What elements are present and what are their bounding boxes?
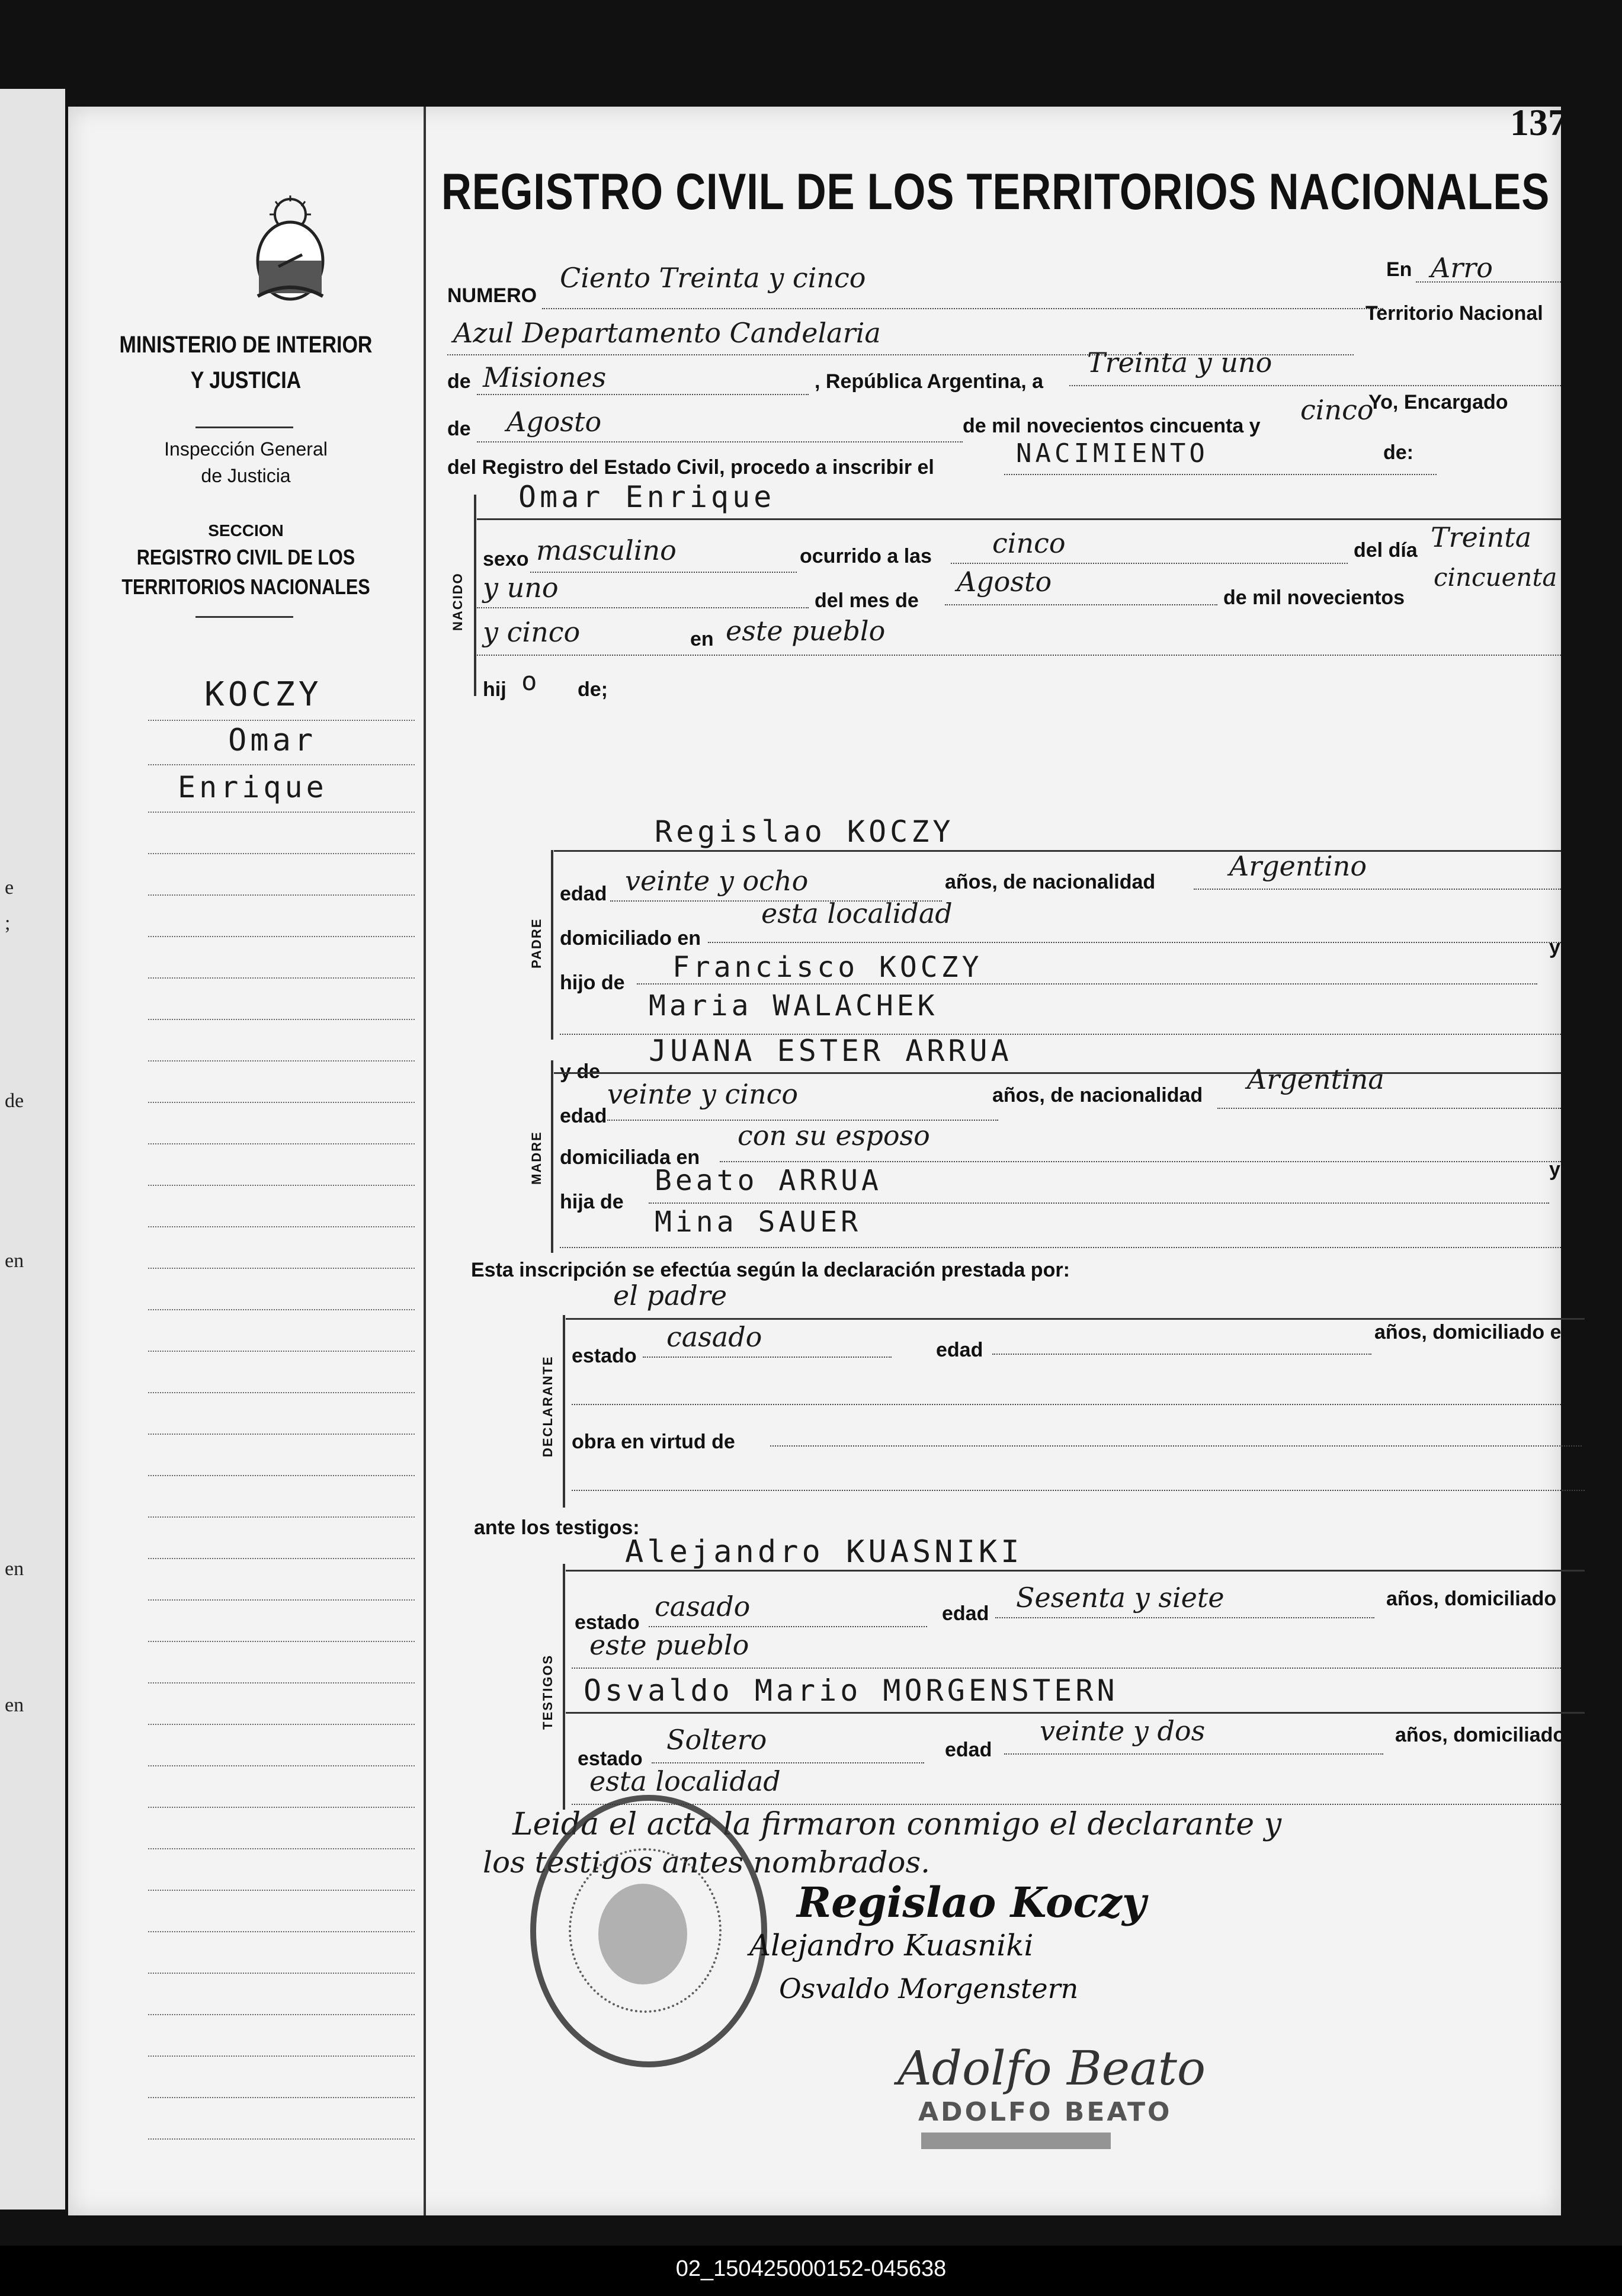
fill-line [572, 1668, 1561, 1669]
madre-hija-label: hija de [560, 1191, 624, 1213]
testigo2-domic: esta localidad [589, 1765, 781, 1797]
ruled-line [148, 1931, 415, 1932]
section-line3: TERRITORIOS NACIONALES [121, 575, 370, 599]
ruled-line [148, 1516, 415, 1518]
declarante-anios-label: años, domiciliado en [1374, 1321, 1574, 1343]
coat-of-arms-icon [246, 195, 335, 302]
footer-bar [0, 2246, 1622, 2296]
fill-line [572, 1804, 1561, 1805]
mes-label: del mes de [815, 589, 919, 612]
inspection-line1: Inspección General [164, 438, 328, 460]
divider [195, 427, 293, 428]
fill-line [530, 572, 797, 573]
left-fragment: de [5, 1090, 24, 1112]
yo-encargado-label: Yo, Encargado [1368, 391, 1508, 413]
obra-label: obra en virtud de [572, 1431, 735, 1453]
fill-line [951, 563, 1348, 564]
left-fragment: e [5, 877, 14, 899]
ruled-line [148, 764, 415, 765]
testigo2-estado: Soltero [666, 1724, 767, 1756]
padre-edad-label: edad [560, 883, 607, 905]
fill-line [720, 1161, 1561, 1162]
nacido-dia-value2: y uno [483, 572, 559, 604]
left-fragment: en [5, 1694, 24, 1716]
left-fragment: ; [5, 912, 11, 934]
fill-line [649, 1202, 1549, 1204]
ruled-line [148, 1641, 415, 1642]
ruled-line [148, 1890, 415, 1891]
page-number: 137 [1510, 101, 1567, 143]
footer-id: 02_150425000152-045638 [675, 2256, 947, 2281]
declarante-quien: el padre [613, 1280, 727, 1311]
ruled-line [148, 1973, 415, 1974]
ministry-line2: Y JUSTICIA [190, 367, 302, 393]
padre-hijo-value: Francisco KOCZY [672, 951, 983, 984]
fill-line [1194, 889, 1561, 890]
madre-edad-value: veinte y cinco [607, 1078, 799, 1110]
fill-line [945, 604, 1217, 605]
ruled-line [148, 2056, 415, 2057]
madre-hija-value: Beato ARRUA [655, 1164, 882, 1197]
margin-name2: Enrique [178, 770, 328, 804]
ruled-line [148, 2014, 415, 2015]
madre-madre-value: Mina SAUER [655, 1205, 861, 1239]
margin-surname: KOCZY [204, 675, 322, 714]
ruled-line [148, 1309, 415, 1310]
ruled-line [148, 1143, 415, 1144]
encargado-stamp: ADOLFO BEATO [918, 2097, 1172, 2127]
testigos-label: TESTIGOS [540, 1654, 555, 1730]
closing-line2: los testigos antes nombrados. [483, 1845, 931, 1880]
padre-domic-value: esta localidad [761, 897, 953, 929]
ruled-line [148, 1268, 415, 1269]
fill-line [560, 1247, 1561, 1248]
ruled-line [148, 1434, 415, 1435]
signature-encargado: Adolfo Beato [897, 2041, 1206, 2096]
ruled-line [148, 1599, 415, 1601]
testigo1-anios-label: años, domiciliado en [1386, 1588, 1586, 1610]
sexo-value: masculino [536, 534, 677, 566]
madre-edad-label: edad [560, 1105, 607, 1127]
ruled-line [148, 1682, 415, 1683]
section-line2: REGISTRO CIVIL DE LOS [136, 545, 355, 569]
declarante-estado-label: estado [572, 1345, 637, 1367]
ministry-line1: MINISTERIO DE INTERIOR [119, 332, 373, 358]
padre-edad-value: veinte y ocho [625, 865, 809, 897]
fill-line [572, 1490, 1585, 1491]
hora-value: cinco [992, 527, 1066, 559]
nacido-label: NACIDO [450, 572, 465, 631]
padre-y-de-label: y de [1549, 936, 1590, 958]
ocurrido-label: ocurrido a las [800, 545, 932, 567]
closing-line1: Leida el acta la firmaron conmigo el declarante y [512, 1807, 1282, 1842]
madre-domic-label: domiciliada en [560, 1146, 700, 1169]
fill-line [1004, 474, 1437, 475]
registro-label: del Registro del Estado Civil, procedo a inscribir el [447, 456, 934, 479]
ruled-line [148, 936, 415, 937]
testigo2-estado-label: estado [578, 1747, 643, 1770]
fill-line [992, 1354, 1371, 1355]
ruled-line [148, 812, 415, 813]
nacido-dia-value: Treinta [1431, 521, 1532, 553]
inspection-line2: de Justicia [201, 465, 291, 486]
numero-value: Ciento Treinta y cinco [560, 262, 866, 294]
rule-line [566, 1318, 1585, 1320]
en-lugar-label: en [690, 628, 714, 650]
testigo1-edad: Sesenta y siete [1016, 1582, 1224, 1614]
ruled-line [148, 1765, 415, 1766]
de3-label: de: [1383, 441, 1413, 464]
ruled-line [148, 1558, 415, 1559]
sidebar [68, 107, 426, 2215]
declarante-edad-label: edad [936, 1339, 983, 1361]
declarante-bracket [563, 1315, 565, 1508]
fill-line [1069, 385, 1561, 386]
del-dia-label: del día [1354, 539, 1418, 562]
testigo2-nombre: Osvaldo Mario MORGENSTERN [584, 1673, 1118, 1708]
padre-semicolon: ; [1585, 983, 1592, 1006]
signature-testigo1: Alejandro Kuasniki [749, 1928, 1034, 1962]
fill-line [1004, 1753, 1383, 1755]
departamento-value: Azul Departamento Candelaria [453, 317, 881, 349]
mil-label: de mil novecientos [1223, 586, 1405, 609]
madre-y-de2-label: y de [1549, 1158, 1590, 1181]
ruled-line [148, 1185, 415, 1186]
stamp-smudge [921, 2133, 1111, 2149]
hij-value: o [521, 666, 541, 697]
signature-testigo2: Osvaldo Morgenstern [779, 1973, 1079, 2005]
testigo2-edad: veinte y dos [1040, 1715, 1206, 1747]
testigos-intro: ante los testigos: [474, 1516, 640, 1539]
nacido-nombre: Omar Enrique [518, 480, 775, 514]
left-fragment: en [5, 1250, 24, 1272]
official-seal [530, 1795, 767, 2067]
register-page [68, 101, 1595, 2215]
ruled-line [148, 2138, 415, 2140]
mes-value: Agosto [507, 406, 602, 438]
ruled-line [148, 1848, 415, 1849]
de-label: de [447, 370, 471, 393]
left-page-edge [0, 89, 65, 2210]
padre-domic-label: domiciliado en [560, 927, 701, 950]
testigo1-nombre: Alejandro KUASNIKI [625, 1534, 1023, 1570]
hij-de-label: de; [578, 678, 608, 701]
anio-value: cinco [1300, 394, 1374, 426]
nacido-anio-value2: y cinco [483, 616, 581, 648]
margin-name1: Omar [228, 723, 317, 758]
madre-nac-value: Argentina [1247, 1063, 1384, 1095]
madre-y-de-label: y de [560, 1060, 601, 1083]
territorio-label: Territorio Nacional [1365, 302, 1543, 325]
ruled-line [148, 1351, 415, 1352]
nacido-bracket [474, 495, 476, 696]
ruled-line [148, 1019, 415, 1020]
fill-line [572, 1404, 1561, 1405]
madre-bracket [551, 1060, 553, 1253]
ruled-line [148, 720, 415, 721]
testigo1-domic: este pueblo [589, 1629, 749, 1661]
fill-line [477, 655, 1561, 656]
testigos-bracket [563, 1564, 565, 1810]
ruled-line [148, 1060, 415, 1062]
rule-line [566, 1712, 1585, 1714]
rule-line [566, 1570, 1585, 1572]
padre-nombre: Regislao KOCZY [655, 814, 954, 849]
testigo2-anios-label: años, domiciliado en [1395, 1724, 1595, 1746]
page-title: REGISTRO CIVIL DE LOS TERRITORIOS NACIONALES [441, 163, 1550, 220]
padre-hijo-label: hijo de [560, 971, 625, 994]
section-label: SECCION [208, 521, 284, 540]
testigo2-edad-label: edad [945, 1739, 992, 1761]
declarante-label: DECLARANTE [540, 1355, 555, 1457]
dia-value: Treinta y uno [1087, 347, 1272, 379]
nacido-mes-value: Agosto [957, 566, 1052, 598]
testigo1-estado-label: estado [575, 1611, 640, 1634]
padre-madre-value: Maria WALACHEK [649, 989, 938, 1022]
ruled-line [148, 977, 415, 979]
fill-line [649, 1626, 927, 1627]
rule-line [554, 1072, 1561, 1074]
testigo1-estado: casado [655, 1590, 751, 1622]
fill-line [477, 441, 963, 442]
fill-line [477, 607, 809, 608]
rule-line [477, 518, 1561, 520]
ruled-line [148, 1102, 415, 1103]
acto-value: NACIMIENTO [1016, 438, 1209, 469]
ruled-line [148, 1226, 415, 1227]
madre-domic-value: con su esposo [738, 1120, 930, 1152]
madre-label: MADRE [529, 1131, 544, 1185]
lugar-value: este pueblo [726, 615, 886, 647]
padre-nac-label: años, de nacionalidad [945, 871, 1156, 893]
ruled-line [148, 1392, 415, 1393]
madre-nac-label: años, de nacionalidad [992, 1084, 1203, 1107]
left-fragment: en [5, 1558, 24, 1580]
anio-label: de mil novecientos cincuenta y [963, 415, 1261, 437]
ruled-line [148, 1475, 415, 1476]
divider [195, 616, 293, 618]
fill-line [542, 308, 1383, 309]
fill-line [477, 394, 809, 395]
padre-label: PADRE [529, 918, 544, 969]
ruled-line [148, 1807, 415, 1808]
rule-line [554, 850, 1561, 852]
en-value: Arro [1431, 252, 1493, 284]
fill-line [643, 1357, 892, 1358]
fill-line [708, 942, 1561, 943]
ruled-line [148, 2097, 415, 2098]
signature-padre: Regislao Koczy [797, 1878, 1146, 1927]
padre-nac-value: Argentino [1229, 850, 1367, 882]
fill-line [995, 1617, 1374, 1618]
ruled-line [148, 1724, 415, 1725]
numero-label: NUMERO [447, 284, 537, 307]
hij-label: hij [483, 678, 507, 701]
de2-label: de [447, 418, 471, 440]
fill-line [637, 983, 1537, 985]
nacido-anio-value: cincuenta [1434, 563, 1557, 592]
padre-bracket [551, 850, 553, 1040]
declarante-estado-value: casado [666, 1321, 762, 1353]
ruled-line [148, 853, 415, 854]
republica-label: , República Argentina, a [815, 370, 1044, 393]
sexo-label: sexo [483, 548, 529, 570]
testigo1-edad-label: edad [942, 1602, 989, 1625]
territorio-value: Misiones [483, 361, 607, 393]
fill-line [652, 1762, 924, 1763]
madre-nombre: JUANA ESTER ARRUA [649, 1034, 1012, 1068]
declarante-intro: Esta inscripción se efectúa según la declaración prestada por: [471, 1259, 1070, 1281]
fill-line [770, 1445, 1582, 1447]
en-label: En [1386, 258, 1412, 281]
seal-emblem [598, 1884, 687, 1984]
fill-line [1217, 1108, 1561, 1109]
ruled-line [148, 894, 415, 896]
